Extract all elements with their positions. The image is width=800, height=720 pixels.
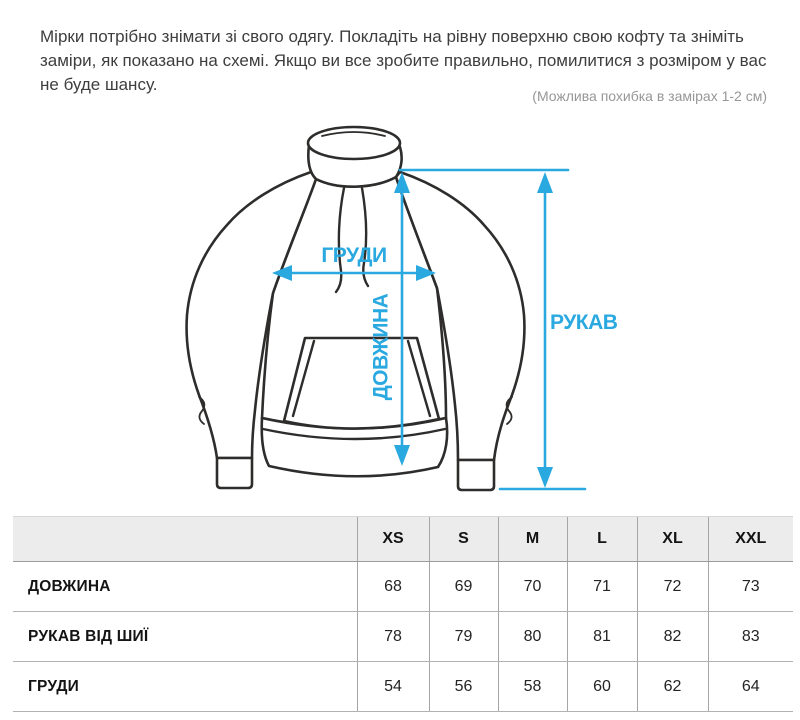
size-value: 56 <box>429 662 498 712</box>
row-label: ГРУДИ <box>13 662 357 712</box>
size-value: 81 <box>567 612 637 662</box>
size-column-header: M <box>498 517 567 562</box>
size-value: 80 <box>498 612 567 662</box>
sleeve-label: РУКАВ <box>550 311 618 334</box>
size-table-head <box>13 517 793 562</box>
corner-cell <box>13 517 357 562</box>
tolerance-note: (Можлива похибка в замірах 1-2 см) <box>532 88 767 104</box>
size-value: 79 <box>429 612 498 662</box>
row-label: РУКАВ ВІД ШИЇ <box>13 612 357 662</box>
header-row <box>13 517 793 562</box>
size-column-header: XXL <box>708 517 793 562</box>
size-value: 54 <box>357 662 429 712</box>
size-value: 83 <box>708 612 793 662</box>
size-value: 70 <box>498 562 567 612</box>
size-value: 64 <box>708 662 793 712</box>
hoodie-drawing <box>0 115 800 511</box>
size-value: 60 <box>567 662 637 712</box>
size-value: 68 <box>357 562 429 612</box>
table-row <box>13 612 793 662</box>
size-value: 73 <box>708 562 793 612</box>
length-label: ДОВЖИНА <box>369 293 393 401</box>
size-column-header: XL <box>637 517 708 562</box>
row-label: ДОВЖИНА <box>13 562 357 612</box>
size-value: 72 <box>637 562 708 612</box>
size-value: 69 <box>429 562 498 612</box>
size-value: 71 <box>567 562 637 612</box>
size-column-header: L <box>567 517 637 562</box>
size-value: 62 <box>637 662 708 712</box>
size-table <box>13 516 793 712</box>
chest-label: ГРУДИ <box>321 244 387 267</box>
table-row <box>13 662 793 712</box>
size-value: 78 <box>357 612 429 662</box>
size-value: 58 <box>498 662 567 712</box>
size-value: 82 <box>637 612 708 662</box>
size-table-body <box>13 562 793 712</box>
intro-text: Мірки потрібно знімати зі свого одягу. Покладіть на рівну поверхню свою кофту та зніміть заміри, як показано на схемі. Якщо ви все зробите правильно, помилитися з розміром у вас не буде шансу. <box>40 27 767 94</box>
size-column-header: XS <box>357 517 429 562</box>
size-diagram <box>0 115 800 511</box>
size-column-header: S <box>429 517 498 562</box>
table-row <box>13 562 793 612</box>
